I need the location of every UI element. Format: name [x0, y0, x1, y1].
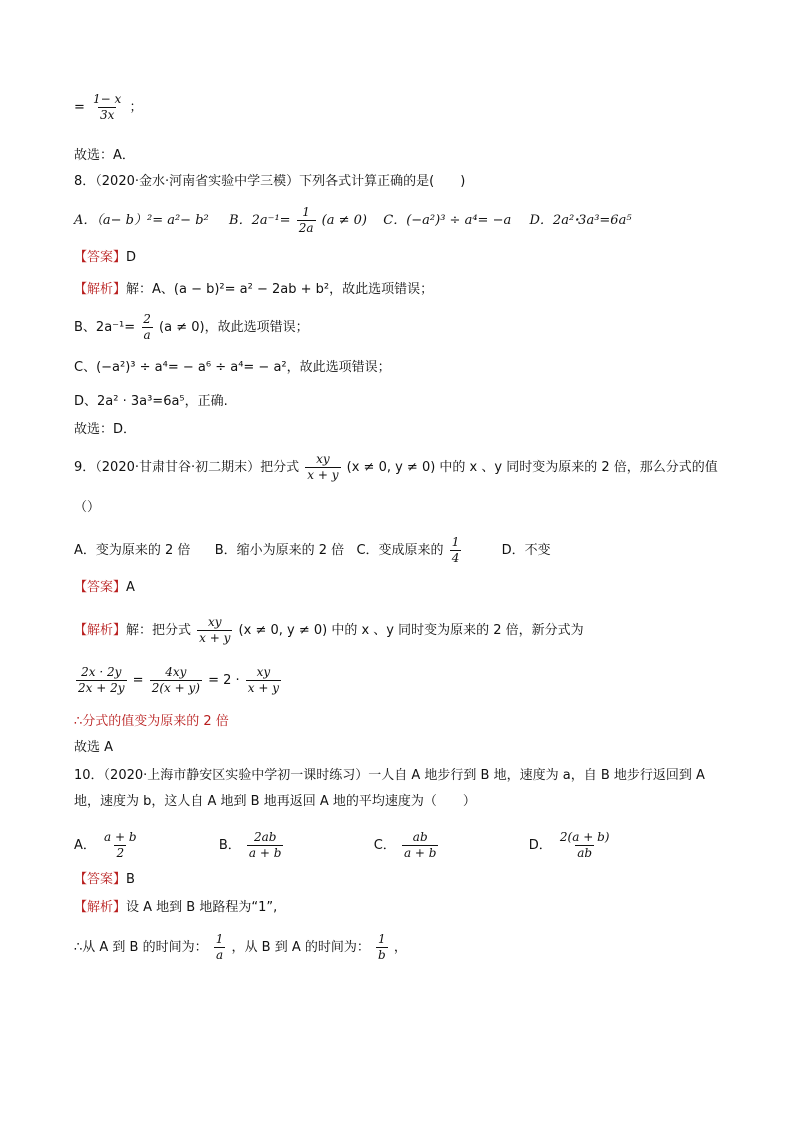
q9-options — [74, 535, 551, 566]
q10-option-c-label: C． — [373, 838, 396, 853]
q10-option-b-fraction — [247, 830, 284, 861]
q8-analysis-2 — [74, 312, 309, 343]
numerator: 1 — [451, 535, 460, 549]
q10-option-d-fraction — [558, 830, 612, 861]
analysis-text: ，从 B 到 A 的时间为： — [231, 940, 370, 955]
q10-analysis-2 — [74, 932, 407, 963]
fraction — [246, 665, 281, 696]
fraction — [141, 312, 153, 343]
analysis-label: 【解析】 — [74, 900, 127, 915]
prev-choice-line: 故选：A． — [74, 148, 135, 163]
numerator: xy — [256, 665, 271, 679]
numerator: 2 — [143, 312, 151, 326]
answer-value: B — [126, 872, 135, 887]
stem-text: 9．（2020·甘肃甘谷·初二期末）把分式 — [74, 460, 300, 475]
analysis-text: 解：把分式 — [126, 623, 192, 638]
analysis-label: 【解析】 — [74, 282, 127, 297]
q9-option-c-pre: C．变成原来的 — [356, 543, 444, 558]
q8-answer-line — [74, 248, 136, 268]
fraction — [305, 452, 340, 483]
numerator: a + b — [104, 830, 137, 844]
prev-result-line — [74, 92, 142, 123]
analysis-text: (a ≠ 0)，故此选项错误； — [159, 320, 309, 335]
q10-option-d-label: D． — [528, 838, 552, 853]
fraction — [214, 932, 226, 963]
fraction — [376, 932, 388, 963]
q10-analysis-1 — [74, 898, 277, 918]
q8-analysis-4: D、2a² · 3a³=6a⁵，正确. — [74, 394, 228, 409]
q8-option-d: D．2a²ꞏ3a³=6a⁵ — [529, 213, 632, 228]
denominator: 2a — [298, 221, 314, 235]
answer-label: 【答案】 — [74, 872, 127, 887]
analysis-text: ∴从 A 到 B 的时间为： — [74, 940, 208, 955]
numerator: 2(a + b) — [559, 830, 610, 844]
denominator: x + y — [307, 468, 339, 482]
fraction — [150, 665, 202, 696]
q10-option-b-label: B． — [218, 838, 241, 853]
answer-label: 【答案】 — [74, 580, 127, 595]
numerator: 1 — [378, 932, 386, 946]
q10-option-c-fraction — [402, 830, 439, 861]
denominator: a — [216, 948, 224, 962]
numerator: ab — [412, 830, 428, 844]
q9-option-a: A．变为原来的 2 倍 — [74, 543, 191, 558]
answer-value: D — [126, 250, 137, 265]
numerator: 2ab — [253, 830, 277, 844]
analysis-label: 【解析】 — [74, 623, 127, 638]
q8-option-c: C．(−a²)³ ÷ a⁴= −a — [383, 213, 512, 228]
q8-choice: 故选：D． — [74, 422, 137, 437]
q8-options — [74, 205, 632, 236]
q10-stem-2: 地，速度为 b，这人自 A 地到 B 地再返回 A 地的平均速度为（ ） — [74, 794, 476, 809]
numerator: xy — [208, 615, 222, 629]
q8-option-b-post: (a ≠ 0) — [321, 213, 367, 228]
answer-value: A — [126, 580, 135, 595]
denominator: x + y — [247, 681, 279, 695]
semicolon: ； — [129, 100, 143, 115]
fraction — [91, 92, 123, 123]
numerator: 1− x — [93, 92, 122, 106]
q8-analysis-1 — [74, 280, 433, 300]
q10-option-a-label: A． — [74, 838, 96, 853]
q10-stem-1: 10．（2020·上海市静安区实验中学初一课时练习）一人自 A 地步行到 B 地，速度为 a，自 B 地步行返回到 A — [74, 768, 705, 783]
q10-answer-line — [74, 870, 135, 890]
q9-choice: 故选 A — [74, 740, 114, 755]
numerator: 4xy — [165, 665, 187, 679]
denominator: b — [378, 948, 386, 962]
denominator: a + b — [248, 846, 282, 860]
equals-sign: = — [74, 100, 85, 115]
numerator: 1 — [215, 932, 224, 946]
denominator: 2 — [116, 846, 125, 860]
q9-paren: （） — [74, 500, 101, 515]
q8-option-b-fraction — [297, 205, 316, 236]
q10-option-a-fraction — [102, 830, 139, 861]
fraction — [197, 615, 232, 646]
q8-option-b-pre: B．2a⁻¹= — [229, 213, 291, 228]
denominator: 4 — [451, 551, 460, 565]
numerator: 1 — [302, 205, 310, 219]
q9-conclusion: ∴分式的值变为原来的 2 倍 — [74, 714, 229, 729]
q9-option-d: D．不变 — [501, 543, 551, 558]
denominator: a — [143, 328, 151, 342]
analysis-text: (x ≠ 0, y ≠ 0) 中的 x 、y 同时变为原来的 2 倍，新分式为 — [238, 623, 584, 638]
q9-analysis — [74, 615, 584, 646]
q8-analysis-3: C、(−a²)³ ÷ a⁴= − a⁶ ÷ a⁴= − a²，故此选项错误； — [74, 360, 391, 375]
q9-option-b: B．缩小为原来的 2 倍 — [214, 543, 345, 558]
q9-option-c-fraction — [450, 535, 462, 566]
denominator: 2(x + y) — [151, 681, 200, 695]
q9-equation — [74, 665, 283, 696]
q9-stem — [74, 452, 718, 483]
analysis-text: 解：A、(a − b)²= a² − 2ab + b²，故此选项错误； — [126, 282, 434, 297]
stem-text: (x ≠ 0, y ≠ 0) 中的 x 、y 同时变为原来的 2 倍，那么分式的值 — [346, 460, 718, 475]
denominator: 2x + 2y — [78, 681, 125, 695]
q8-option-a: A．（a− b）²= a²− b² — [74, 213, 209, 228]
denominator: 3x — [99, 108, 115, 122]
numerator: 2x · 2y — [81, 665, 122, 679]
fraction — [76, 665, 127, 696]
analysis-text: ， — [393, 940, 407, 955]
denominator: x + y — [199, 631, 231, 645]
equals-sign: = — [132, 673, 144, 688]
analysis-text: 设 A 地到 B 地路程为“1”, — [126, 900, 278, 915]
q10-options — [74, 830, 613, 861]
numerator: xy — [316, 452, 330, 466]
denominator: a + b — [403, 846, 437, 860]
equation-text: = 2 · — [208, 673, 240, 688]
answer-label: 【答案】 — [74, 250, 127, 265]
q8-stem: 8．（2020·金水·河南省实验中学三模）下列各式计算正确的是( ) — [74, 174, 466, 189]
q9-answer-line — [74, 578, 135, 598]
analysis-text: B、2a⁻¹= — [74, 320, 136, 335]
denominator: ab — [577, 846, 593, 860]
